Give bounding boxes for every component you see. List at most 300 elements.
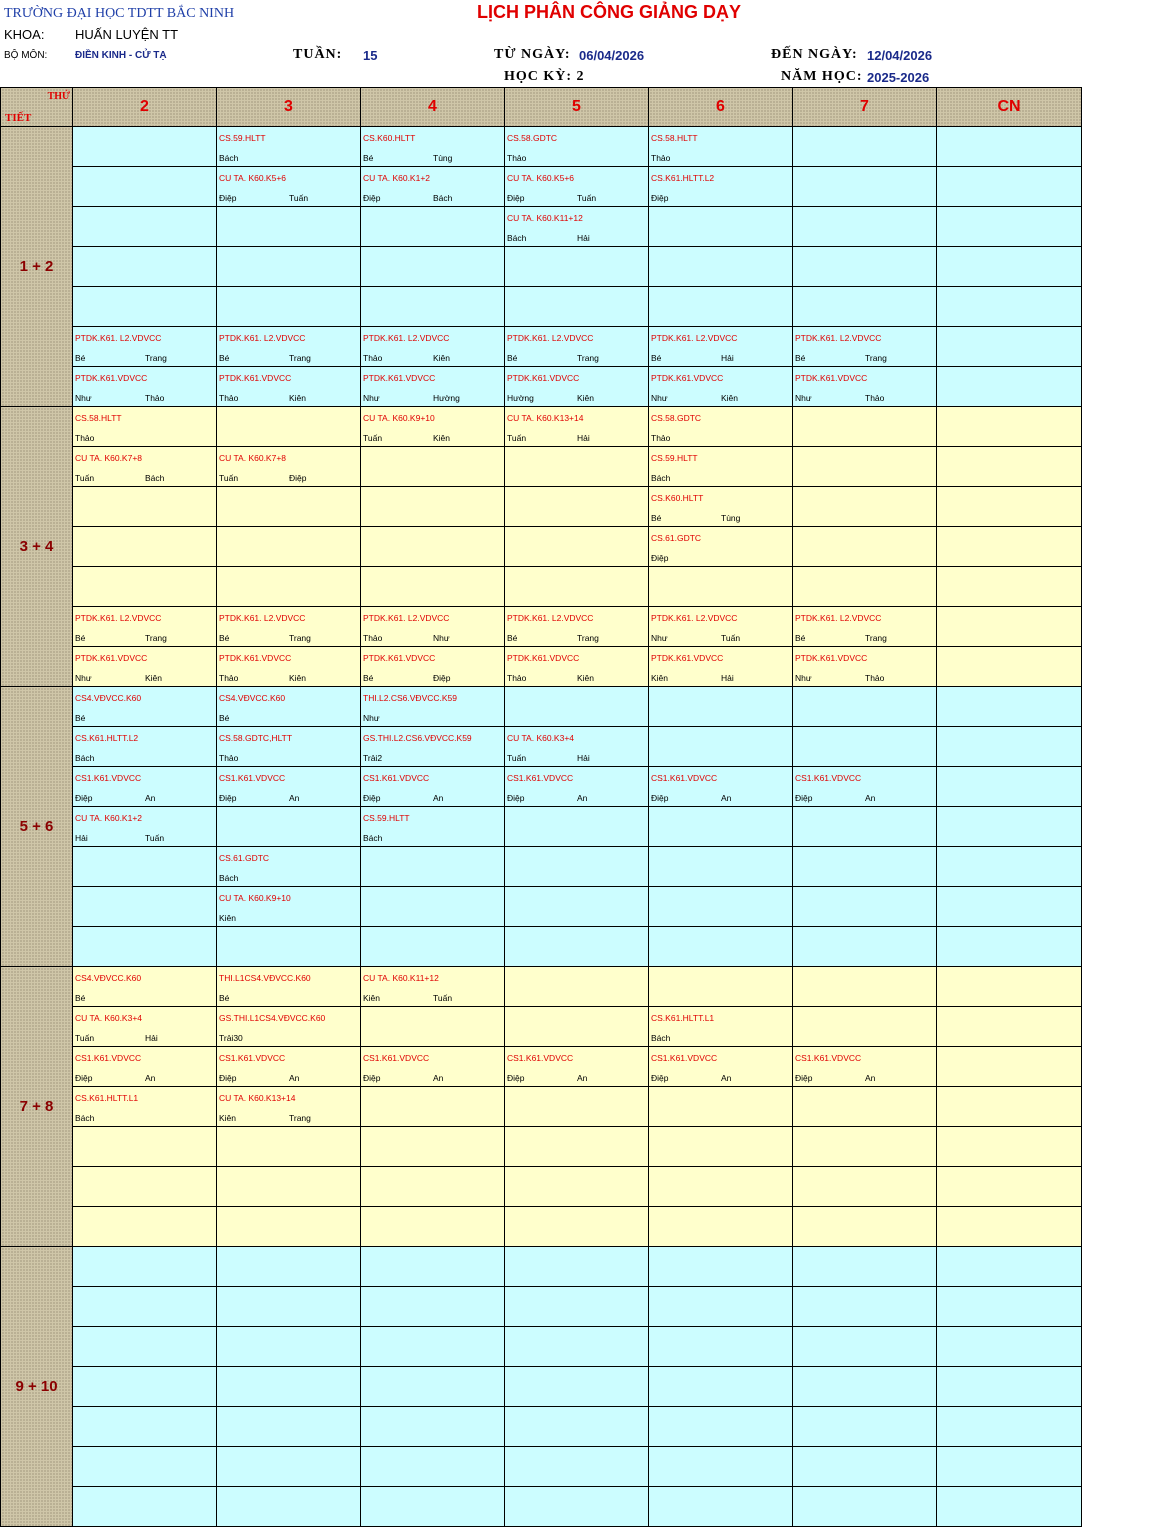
schedule-cell <box>217 1047 361 1087</box>
teacher-1: Tuấn <box>75 1033 95 1043</box>
schedule-cell <box>217 807 361 847</box>
schedule-cell <box>73 567 217 607</box>
teacher-1: Thảo <box>75 433 95 443</box>
schedule-cell <box>73 327 217 367</box>
teacher-1: Điệp <box>507 193 525 203</box>
schedule-cell <box>361 1047 505 1087</box>
schedule-cell <box>937 927 1082 967</box>
teacher-2: An <box>721 1073 732 1083</box>
schedule-cell <box>361 767 505 807</box>
teacher-2: Trang <box>145 353 167 363</box>
schedule-cell <box>361 167 505 207</box>
teacher-1: Bé <box>651 513 662 523</box>
teacher-1: Hải <box>75 833 88 843</box>
schedule-cell <box>217 327 361 367</box>
class-code: GS.THI.L2.CS6.VĐVCC.K59 <box>363 733 472 743</box>
teacher-2: Thảo <box>145 393 165 403</box>
schedule-cell <box>73 807 217 847</box>
period-label: 1 + 2 <box>1 127 73 407</box>
schedule-cell <box>361 1167 505 1207</box>
schedule-cell <box>73 967 217 1007</box>
schedule-cell <box>505 967 649 1007</box>
schedule-cell <box>937 767 1082 807</box>
class-code: PTDK.K61. L2.VDVCC <box>795 333 882 343</box>
class-code: CS1.K61.VDVCC <box>507 773 574 783</box>
teacher-2: Điệp <box>289 473 307 483</box>
tungay-label: TỪ NGÀY: <box>494 47 571 62</box>
schedule-cell <box>649 1287 793 1327</box>
schedule-row <box>1 1327 1082 1367</box>
schedule-cell <box>793 247 937 287</box>
teacher-2: Kiên <box>145 673 163 683</box>
corner-tiet-label: TIẾT <box>5 112 32 124</box>
schedule-cell <box>505 1007 649 1047</box>
teacher-1: Thảo <box>219 393 239 403</box>
schedule-cell <box>73 1407 217 1447</box>
schedule-cell <box>217 607 361 647</box>
schedule-cell <box>505 1287 649 1327</box>
corner-header <box>1 88 73 127</box>
schedule-cell <box>361 287 505 327</box>
class-code: CU TA. K60.K1+2 <box>363 173 431 183</box>
teacher-1: Bé <box>795 353 806 363</box>
schedule-cell <box>505 927 649 967</box>
period-label: 9 + 10 <box>1 1247 73 1527</box>
class-code: PTDK.K61. L2.VDVCC <box>507 613 594 623</box>
schedule-cell <box>361 927 505 967</box>
teacher-1: Điệp <box>507 1073 525 1083</box>
teacher-1: Bách <box>651 473 671 483</box>
schedule-cell <box>361 1287 505 1327</box>
schedule-cell <box>361 727 505 767</box>
schedule-cell <box>937 407 1082 447</box>
schedule-cell <box>73 1167 217 1207</box>
teacher-1: Điệp <box>651 1073 669 1083</box>
schedule-cell <box>217 647 361 687</box>
teacher-1: Kiên <box>363 993 381 1003</box>
schedule-cell <box>217 367 361 407</box>
schedule-cell <box>937 1127 1082 1167</box>
schedule-cell <box>217 127 361 167</box>
schedule-cell <box>937 527 1082 567</box>
schedule-cell <box>73 487 217 527</box>
teacher-1: Bách <box>507 233 527 243</box>
namhoc-label: NĂM HỌC: <box>781 69 863 84</box>
schedule-row <box>1 1367 1082 1407</box>
teacher-1: Kiên <box>219 913 237 923</box>
schedule-cell <box>217 887 361 927</box>
teacher-1: Bé <box>75 353 86 363</box>
khoa-value: HUẤN LUYỆN TT <box>75 27 179 42</box>
teacher-1: Trải30 <box>219 1033 243 1043</box>
teacher-1: Tuấn <box>507 753 527 763</box>
period-label: 5 + 6 <box>1 687 73 967</box>
teacher-2: An <box>433 793 444 803</box>
schedule-cell <box>649 767 793 807</box>
schedule-cell <box>937 807 1082 847</box>
schedule-cell <box>505 127 649 167</box>
teacher-2: Trang <box>289 633 311 643</box>
schedule-cell <box>793 1447 937 1487</box>
class-code: CS.K61.HLTT.L2 <box>75 733 139 743</box>
class-code: CS1.K61.VDVCC <box>651 1053 718 1063</box>
schedule-cell <box>649 687 793 727</box>
schedule-cell <box>217 1447 361 1487</box>
schedule-cell <box>793 1287 937 1327</box>
schedule-row <box>1 1087 1082 1127</box>
schedule-cell <box>649 127 793 167</box>
schedule-cell <box>73 1367 217 1407</box>
schedule-cell <box>217 1087 361 1127</box>
class-code: PTDK.K61. L2.VDVCC <box>507 333 594 343</box>
schedule-cell <box>505 1087 649 1127</box>
class-code: CU TA. K60.K13+14 <box>219 1093 296 1103</box>
teacher-1: Hường <box>507 393 534 403</box>
schedule-cell <box>505 1367 649 1407</box>
schedule-cell <box>937 1167 1082 1207</box>
schedule-cell <box>217 1407 361 1447</box>
schedule-cell <box>217 927 361 967</box>
class-code: CS1.K61.VDVCC <box>75 1053 142 1063</box>
schedule-cell <box>73 1127 217 1167</box>
schedule-cell <box>73 287 217 327</box>
teacher-1: Bé <box>363 673 374 683</box>
teacher-1: Bé <box>219 993 230 1003</box>
schedule-cell <box>505 407 649 447</box>
schedule-cell <box>649 967 793 1007</box>
schedule-cell <box>505 447 649 487</box>
schedule-cell <box>937 167 1082 207</box>
day-header-cn: CN <box>937 88 1082 127</box>
teacher-1: Điệp <box>75 1073 93 1083</box>
teacher-2: Hải <box>721 353 734 363</box>
schedule-cell <box>937 1047 1082 1087</box>
schedule-cell <box>217 1247 361 1287</box>
schedule-cell <box>73 367 217 407</box>
class-code: THI.L1CS4.VĐVCC.K60 <box>219 973 311 983</box>
schedule-cell <box>793 727 937 767</box>
class-code: CU TA. K60.K3+4 <box>507 733 575 743</box>
schedule-cell <box>73 767 217 807</box>
teacher-1: Bé <box>75 633 86 643</box>
schedule-cell <box>649 1407 793 1447</box>
namhoc-value: 2025-2026 <box>867 70 930 85</box>
schedule-row <box>1 847 1082 887</box>
schedule-cell <box>361 1127 505 1167</box>
schedule-cell <box>505 1407 649 1447</box>
schedule-cell <box>73 127 217 167</box>
teacher-1: Tuấn <box>219 473 239 483</box>
bomon-label: BỘ MÔN: <box>4 50 48 61</box>
class-code: PTDK.K61.VDVCC <box>507 373 580 383</box>
schedule-cell <box>217 407 361 447</box>
schedule-cell <box>937 1407 1082 1447</box>
class-code: PTDK.K61. L2.VDVCC <box>219 333 306 343</box>
schedule-cell <box>505 767 649 807</box>
schedule-row <box>1 687 1082 727</box>
schedule-cell <box>361 207 505 247</box>
schedule-cell <box>505 1127 649 1167</box>
schedule-cell <box>217 967 361 1007</box>
teacher-2: An <box>577 793 588 803</box>
class-code: CU TA. K60.K13+14 <box>507 413 584 423</box>
schedule-cell <box>361 1367 505 1407</box>
teacher-2: Trang <box>577 353 599 363</box>
schedule-cell <box>217 567 361 607</box>
schedule-cell <box>361 847 505 887</box>
schedule-cell <box>649 1047 793 1087</box>
class-code: CU TA. K60.K5+6 <box>219 173 287 183</box>
schedule-cell <box>361 567 505 607</box>
schedule-cell <box>505 647 649 687</box>
schedule-cell <box>649 527 793 567</box>
schedule-cell <box>73 1087 217 1127</box>
schedule-cell <box>937 1287 1082 1327</box>
teacher-1: Như <box>75 393 92 403</box>
teacher-1: Thảo <box>219 753 239 763</box>
class-code: PTDK.K61.VDVCC <box>75 373 148 383</box>
schedule-cell <box>505 1207 649 1247</box>
schedule-cell <box>73 647 217 687</box>
schedule-cell <box>217 1487 361 1527</box>
schedule-row <box>1 607 1082 647</box>
schedule-cell <box>793 1047 937 1087</box>
schedule-cell <box>793 847 937 887</box>
teacher-1: Thảo <box>651 153 671 163</box>
class-code: PTDK.K61.VDVCC <box>795 373 868 383</box>
schedule-cell <box>649 407 793 447</box>
schedule-cell <box>361 527 505 567</box>
teacher-1: Bé <box>507 633 518 643</box>
teacher-1: Bé <box>363 153 374 163</box>
schedule-cell <box>361 1447 505 1487</box>
teacher-2: Hường <box>433 393 460 403</box>
schedule-cell <box>217 1327 361 1367</box>
schedule-cell <box>361 487 505 527</box>
schedule-cell <box>793 767 937 807</box>
schedule-cell <box>793 1247 937 1287</box>
teacher-1: Thảo <box>219 673 239 683</box>
schedule-cell <box>649 1487 793 1527</box>
schedule-row <box>1 1407 1082 1447</box>
schedule-cell <box>73 687 217 727</box>
teacher-2: Kiên <box>577 673 595 683</box>
schedule-cell <box>649 287 793 327</box>
schedule-cell <box>505 247 649 287</box>
schedule-cell <box>793 607 937 647</box>
class-code: PTDK.K61. L2.VDVCC <box>795 613 882 623</box>
schedule-cell <box>217 447 361 487</box>
schedule-cell <box>505 1247 649 1287</box>
teacher-2: An <box>145 793 156 803</box>
teacher-1: Điệp <box>795 793 813 803</box>
tuan-label: TUẦN: <box>293 47 343 62</box>
teacher-2: Tuấn <box>145 833 165 843</box>
class-code: CS.58.GDTC,HLTT <box>219 733 293 743</box>
schedule-cell <box>73 887 217 927</box>
schedule-row <box>1 567 1082 607</box>
schedule-cell <box>217 207 361 247</box>
schedule-row <box>1 1487 1082 1527</box>
schedule-row <box>1 327 1082 367</box>
schedule-row <box>1 207 1082 247</box>
schedule-row <box>1 887 1082 927</box>
schedule-cell <box>361 327 505 367</box>
schedule-cell <box>505 207 649 247</box>
teacher-2: Bách <box>433 193 453 203</box>
class-code: CU TA. K60.K7+8 <box>219 453 287 463</box>
teacher-2: Tuấn <box>721 633 741 643</box>
teacher-2: Trang <box>289 353 311 363</box>
class-code: CS.61.GDTC <box>219 853 270 863</box>
schedule-cell <box>73 1247 217 1287</box>
schedule-cell <box>937 1087 1082 1127</box>
schedule-cell <box>505 1447 649 1487</box>
schedule-cell <box>649 1207 793 1247</box>
schedule-cell <box>73 1327 217 1367</box>
class-code: PTDK.K61.VDVCC <box>75 653 148 663</box>
schedule-cell <box>505 327 649 367</box>
class-code: CS1.K61.VDVCC <box>651 773 718 783</box>
class-code: CS.K61.HLTT.L2 <box>651 173 715 183</box>
teacher-1: Bách <box>75 753 95 763</box>
schedule-cell <box>937 1247 1082 1287</box>
teacher-2: Kiên <box>577 393 595 403</box>
teacher-1: Bé <box>651 353 662 363</box>
schedule-cell <box>73 847 217 887</box>
teacher-1: Như <box>363 713 380 723</box>
schedule-cell <box>217 687 361 727</box>
schedule-cell <box>361 1407 505 1447</box>
schedule-cell <box>937 127 1082 167</box>
class-code: THI.L2.CS6.VĐVCC.K59 <box>363 693 458 703</box>
denngay-label: ĐẾN NGÀY: <box>771 47 858 62</box>
teacher-1: Tuấn <box>507 433 527 443</box>
class-code: PTDK.K61.VDVCC <box>651 373 724 383</box>
schedule-cell <box>361 687 505 727</box>
teacher-1: Bé <box>75 993 86 1003</box>
schedule-cell <box>793 127 937 167</box>
schedule-cell <box>649 887 793 927</box>
schedule-cell <box>217 1207 361 1247</box>
schedule-table <box>0 87 1082 1527</box>
teacher-1: Điệp <box>651 793 669 803</box>
schedule-cell <box>361 967 505 1007</box>
teacher-1: Kiên <box>651 673 669 683</box>
schedule-cell <box>217 1367 361 1407</box>
class-code: PTDK.K61.VDVCC <box>219 653 292 663</box>
class-code: CS.61.GDTC <box>651 533 702 543</box>
teacher-1: Như <box>75 673 92 683</box>
schedule-cell <box>217 1007 361 1047</box>
school-name: TRƯỜNG ĐẠI HỌC TDTT BẮC NINH <box>4 6 235 21</box>
schedule-cell <box>793 687 937 727</box>
schedule-cell <box>73 1007 217 1047</box>
class-code: PTDK.K61. L2.VDVCC <box>75 333 162 343</box>
day-header-row <box>1 88 1082 127</box>
class-code: PTDK.K61.VDVCC <box>507 653 580 663</box>
teacher-2: Bách <box>145 473 165 483</box>
schedule-cell <box>505 1487 649 1527</box>
teacher-2: An <box>433 1073 444 1083</box>
schedule-cell <box>649 647 793 687</box>
teacher-1: Kiên <box>219 1113 237 1123</box>
schedule-cell <box>793 807 937 847</box>
schedule-row <box>1 727 1082 767</box>
schedule-cell <box>793 647 937 687</box>
class-code: CU TA. K60.K3+4 <box>75 1013 143 1023</box>
class-code: CS1.K61.VDVCC <box>75 773 142 783</box>
schedule-cell <box>649 367 793 407</box>
class-code: CS.58.HLTT <box>651 133 698 143</box>
schedule-cell <box>793 327 937 367</box>
day-header-6: 6 <box>649 88 793 127</box>
teacher-2: Như <box>433 633 450 643</box>
schedule-cell <box>793 1367 937 1407</box>
schedule-cell <box>73 207 217 247</box>
schedule-row <box>1 767 1082 807</box>
schedule-cell <box>937 567 1082 607</box>
schedule-cell <box>793 367 937 407</box>
teacher-2: Kiên <box>289 673 307 683</box>
teacher-1: Bách <box>75 1113 95 1123</box>
schedule-cell <box>937 727 1082 767</box>
schedule-cell <box>649 1367 793 1407</box>
schedule-cell <box>793 1087 937 1127</box>
class-code: CU TA. K60.K11+12 <box>363 973 439 983</box>
teacher-2: Kiên <box>289 393 307 403</box>
class-code: GS.THI.L1CS4.VĐVCC.K60 <box>219 1013 326 1023</box>
teacher-2: Thảo <box>865 673 885 683</box>
schedule-row <box>1 287 1082 327</box>
schedule-cell <box>361 887 505 927</box>
schedule-cell <box>73 727 217 767</box>
schedule-cell <box>649 327 793 367</box>
schedule-cell <box>937 647 1082 687</box>
teacher-1: Bách <box>651 1033 671 1043</box>
day-header-5: 5 <box>505 88 649 127</box>
class-code: PTDK.K61.VDVCC <box>651 653 724 663</box>
class-code: CU TA. K60.K9+10 <box>219 893 291 903</box>
schedule-cell <box>649 447 793 487</box>
class-code: CS1.K61.VDVCC <box>219 773 286 783</box>
schedule-cell <box>937 687 1082 727</box>
schedule-row <box>1 1287 1082 1327</box>
class-code: CU TA. K60.K9+10 <box>363 413 435 423</box>
schedule-cell <box>361 367 505 407</box>
teacher-2: Kiên <box>721 393 739 403</box>
class-code: PTDK.K61.VDVCC <box>363 653 436 663</box>
class-code: PTDK.K61.VDVCC <box>795 653 868 663</box>
class-code: CS.58.HLTT <box>75 413 122 423</box>
schedule-cell <box>793 1407 937 1447</box>
class-code: PTDK.K61.VDVCC <box>219 373 292 383</box>
schedule-cell <box>793 527 937 567</box>
teacher-1: Như <box>795 673 812 683</box>
teacher-2: Điệp <box>433 673 451 683</box>
schedule-cell <box>505 687 649 727</box>
schedule-cell <box>937 607 1082 647</box>
schedule-row <box>1 807 1082 847</box>
teacher-1: Bé <box>219 633 230 643</box>
schedule-cell <box>73 527 217 567</box>
teacher-2: Tuấn <box>289 193 309 203</box>
teacher-2: Trang <box>865 353 887 363</box>
schedule-row <box>1 447 1082 487</box>
teacher-1: Như <box>651 393 668 403</box>
denngay-value: 12/04/2026 <box>867 48 933 63</box>
class-code: CS.59.HLTT <box>363 813 410 823</box>
